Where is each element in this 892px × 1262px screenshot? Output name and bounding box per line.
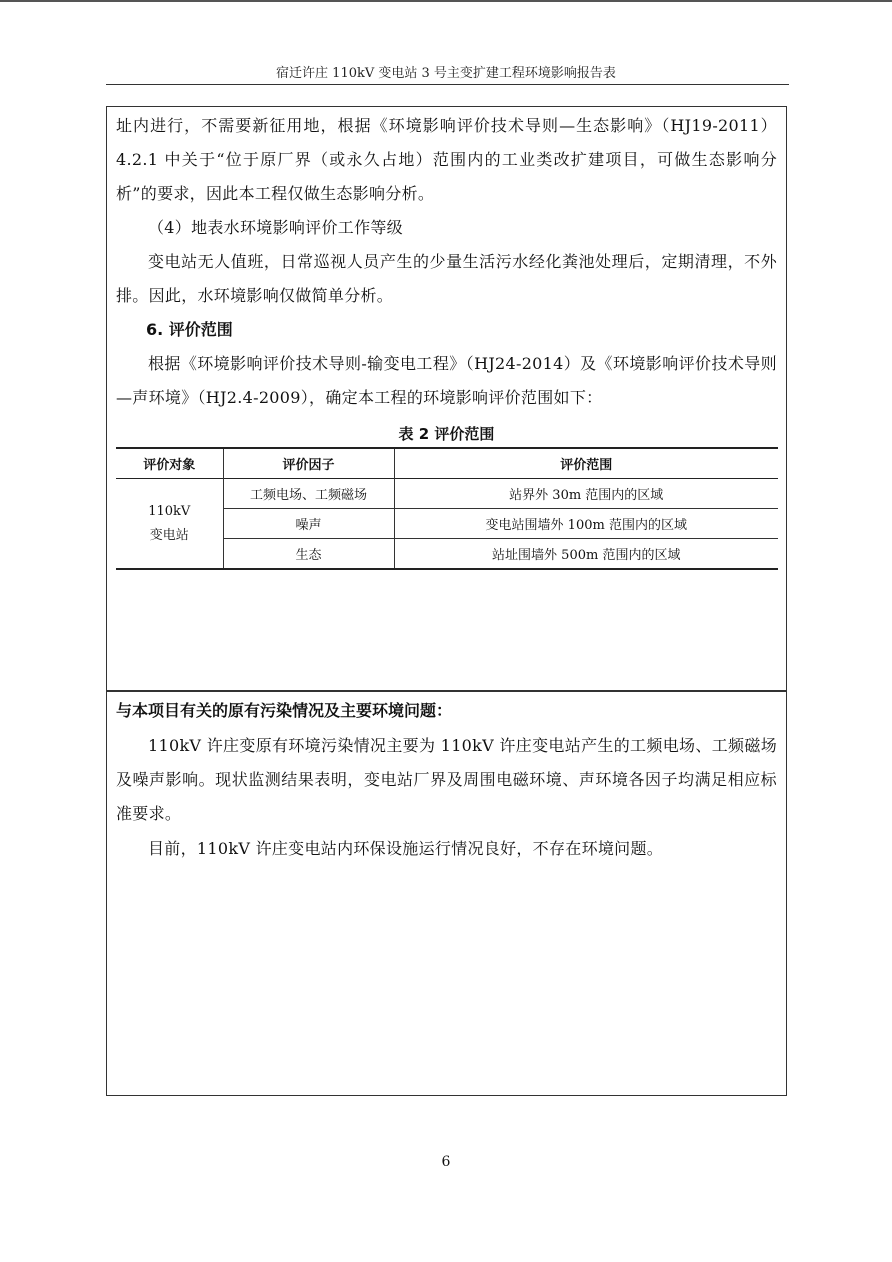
ecology-paragraph: 址内进行，不需要新征用地，根据《环境影响评价技术导则—生态影响》（HJ19-2011）4.2.1 中关于“位于原厂界（或永久占地）范围内的工业类改扩建项目，可做生态影响分析”的要求，因此本工程仅做生态影响分析。 [116,116,777,203]
environment-status-paragraph: 目前，110kV 许庄变电站内环保设施运行情况良好，不存在环境问题。 [148,839,664,858]
table-row [116,479,778,509]
running-header: 宿迁许庄 110kV 变电站 3 号主变扩建工程环境影响报告表 [276,66,616,81]
scope-cell: 变电站围墙外 100m 范围内的区域 [394,509,778,539]
factor-cell: 生态 [223,539,394,570]
header-rule [106,84,789,85]
existing-pollution-paragraph: 110kV 许庄变原有环境污染情况主要为 110kV 许庄变电站产生的工频电场、工频磁场及噪声影响。现状监测结果表明，变电站厂界及周围电磁环境、声环境各因子均满足相应标准要求。 [116,736,777,823]
factor-cell: 工频电场、工频磁场 [223,479,394,509]
surface-water-subheading: （4）地表水环境影响评价工作等级 [148,218,403,237]
header-scope: 评价范围 [394,448,778,479]
table-2-title: 表 2 评价范围 [398,425,495,443]
existing-pollution-section-box [106,690,787,1096]
header-factor: 评价因子 [223,448,394,479]
scope-intro-paragraph: 根据《环境影响评价技术导则-输变电工程》（HJ24-2014）及《环境影响评价技术导则—声环境》（HJ2.4-2009），确定本工程的环境影响评价范围如下： [116,354,777,407]
object-cell [116,479,223,570]
header-object: 评价对象 [116,448,223,479]
existing-pollution-title: 与本项目有关的原有污染情况及主要环境问题： [116,701,453,720]
section-6-heading: 6. 评价范围 [146,320,233,339]
page-number: 6 [441,1154,451,1170]
scope-cell: 站界外 30m 范围内的区域 [394,479,778,509]
scope-cell: 站址围墙外 500m 范围内的区域 [394,539,778,570]
evaluation-section-box [106,106,787,692]
evaluation-scope-table [116,447,778,570]
factor-cell: 噪声 [223,509,394,539]
surface-water-paragraph: 变电站无人值班，日常巡视人员产生的少量生活污水经化粪池处理后，定期清理，不外排。因此，水环境影响仅做简单分析。 [116,252,777,305]
top-border [0,0,892,2]
object-line-2: 变电站 [149,527,189,543]
object-line-1: 110kV [148,503,191,519]
table-header-row [116,448,778,479]
